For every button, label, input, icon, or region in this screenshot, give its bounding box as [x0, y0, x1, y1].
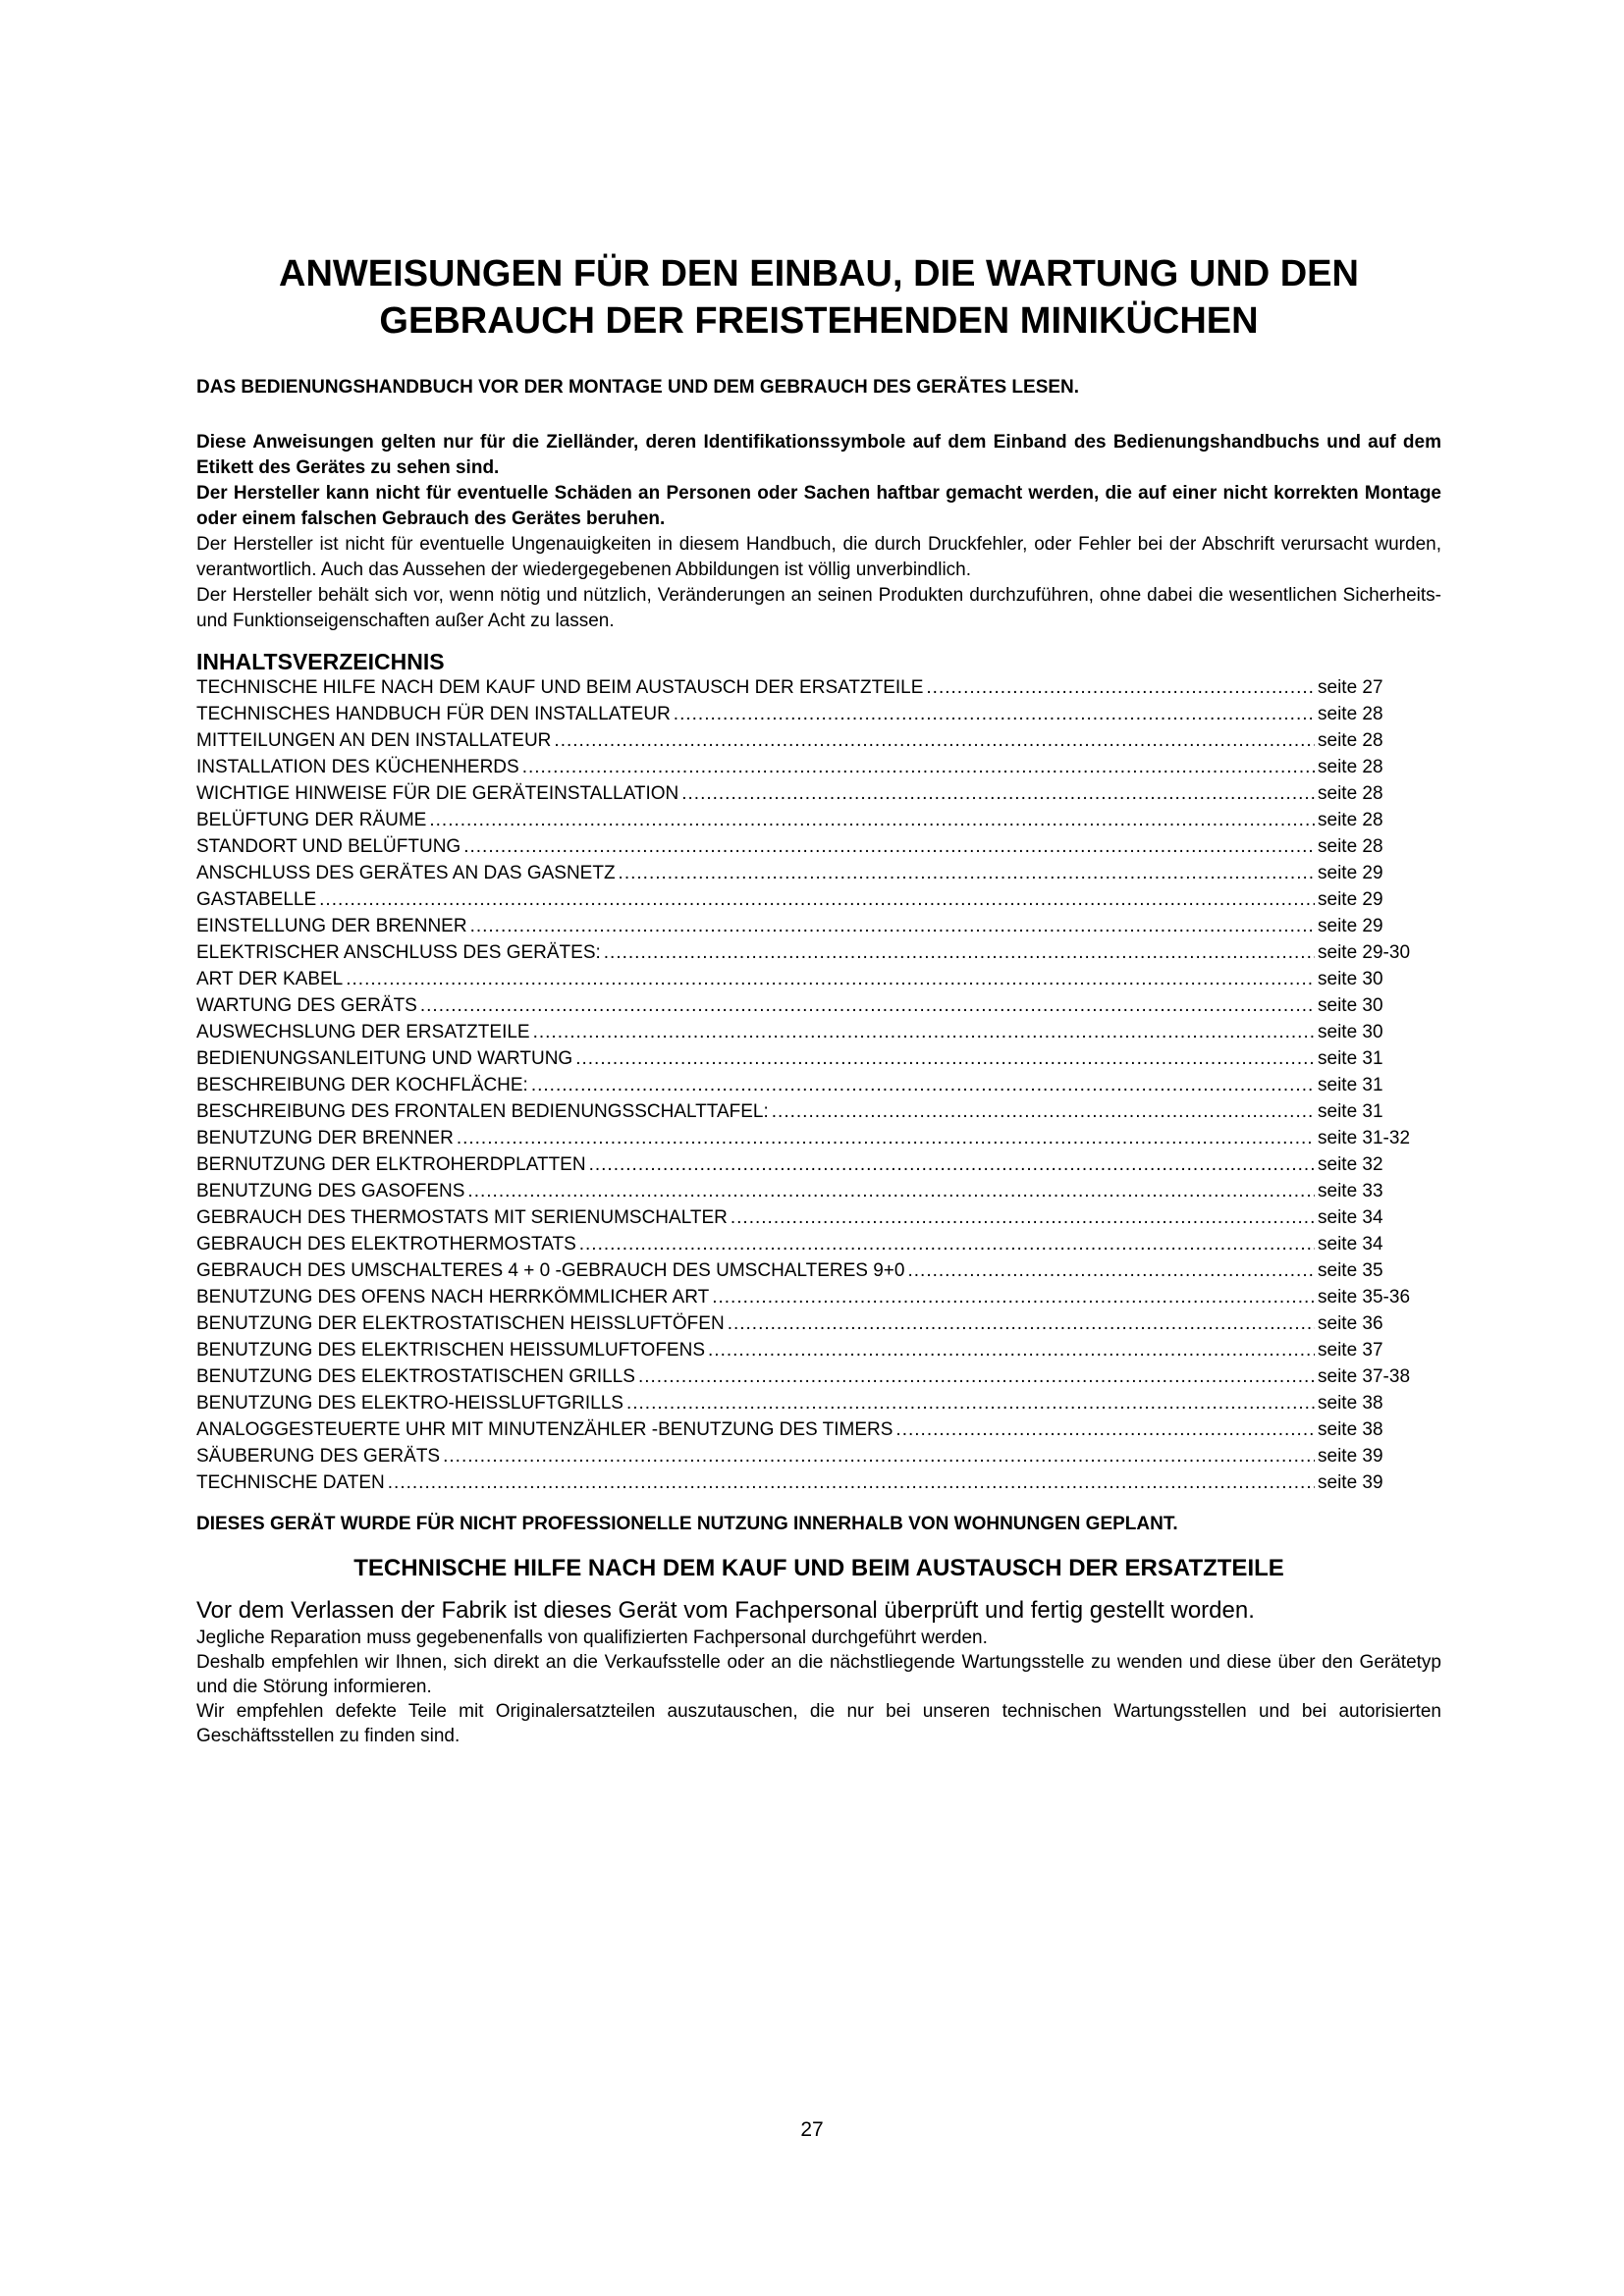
section-paragraph-3: Wir empfehlen defekte Teile mit Originalersatzteilen auszutauschen, die nur bei unseren technischen Wartungsstellen und bei autorisierten Geschäftsstellen zu finden sind. [196, 1701, 1441, 1746]
intro-bold-paragraph-2: Der Hersteller kann nicht für eventuelle Schäden an Personen oder Sachen haftbar gemacht werden, die auf einer nicht korrekten Montage oder einem falschen Gebrauch des Gerätes beruhen. [196, 483, 1441, 529]
toc-entry [196, 1390, 1441, 1416]
document-title-line-2: GEBRAUCH DER FREISTEHENDEN MINIKÜCHEN [379, 300, 1259, 342]
toc-dot-leader [895, 1416, 1315, 1443]
toc-entry-page: seite 32 [1318, 1154, 1383, 1175]
toc-entry-label: BESCHREIBUNG DES FRONTALEN BEDIENUNGSSCHALTTAFEL: [196, 1101, 769, 1122]
toc-dot-leader [589, 1151, 1315, 1178]
toc-dot-leader [681, 780, 1315, 807]
toc-entry [196, 913, 1441, 939]
toc-entry [196, 1363, 1441, 1390]
read-manual-note: DAS BEDIENUNGSHANDBUCH VOR DER MONTAGE UND DEM GEBRAUCH DES GERÄTES LESEN. [196, 377, 1080, 398]
document-title-line-1: ANWEISUNGEN FÜR DEN EINBAU, DIE WARTUNG UND DEN [279, 253, 1359, 294]
toc-entry-page: seite 35-36 [1318, 1287, 1411, 1308]
toc-entry-page: seite 37 [1318, 1340, 1383, 1361]
toc-dot-leader [531, 1072, 1315, 1098]
toc-entry-page: seite 29 [1318, 889, 1383, 910]
toc-entry-label: TECHNISCHE HILFE NACH DEM KAUF UND BEIM AUSTAUSCH DER ERSATZTEILE [196, 677, 924, 698]
toc-dot-leader [346, 966, 1315, 992]
toc-entry-label: TECHNISCHE DATEN [196, 1472, 385, 1493]
toc-entry [196, 1284, 1441, 1310]
toc-entry-page: seite 34 [1318, 1234, 1383, 1255]
toc-entry [196, 1469, 1441, 1496]
toc-entry [196, 701, 1441, 727]
toc-dot-leader [443, 1443, 1315, 1469]
section-paragraph-1: Jegliche Reparation muss gegebenenfalls von qualifizierten Fachpersonal durchgeführt werden. [196, 1628, 988, 1648]
toc-entry [196, 833, 1441, 860]
toc-entry [196, 807, 1441, 833]
toc-entry-label: GEBRAUCH DES UMSCHALTERES 4 + 0 -GEBRAUCH DES UMSCHALTERES 9+0 [196, 1260, 905, 1281]
toc-entry-label: ART DER KABEL [196, 969, 344, 989]
intro-section [196, 430, 1441, 634]
toc-dot-leader [728, 1310, 1315, 1337]
toc-entry [196, 1125, 1441, 1151]
toc-dot-leader [554, 727, 1315, 754]
toc-entry-label: AUSWECHSLUNG DER ERSATZTEILE [196, 1022, 530, 1042]
toc-entry-page: seite 36 [1318, 1313, 1383, 1334]
toc-entry-label: BENUTZUNG DES ELEKTROSTATISCHEN GRILLS [196, 1366, 635, 1387]
toc-entry-label: STANDORT UND BELÜFTUNG [196, 836, 461, 857]
toc-dot-leader [731, 1204, 1315, 1231]
toc-entry [196, 1443, 1441, 1469]
toc-entry-page: seite 28 [1318, 810, 1383, 830]
toc-dot-leader [467, 1178, 1315, 1204]
toc-entry-page: seite 29 [1318, 863, 1383, 883]
toc-entry [196, 1098, 1441, 1125]
toc-entry [196, 1231, 1441, 1257]
page-number: 27 [800, 2118, 824, 2141]
intro-paragraph-1: Der Hersteller ist nicht für eventuelle Ungenauigkeiten in diesem Handbuch, die durch Druckfehler, oder Fehler bei der Abschrift verursacht wurden, verantwortlich. Auch das Aussehen der wiedergegebenen Abbildungen ist völlig unverbindlich. [196, 534, 1441, 580]
toc-entry [196, 1151, 1441, 1178]
toc-entry-page: seite 34 [1318, 1207, 1383, 1228]
toc-entry-page: seite 31 [1318, 1048, 1383, 1069]
toc-entry-label: ANALOGGESTEUERTE UHR MIT MINUTENZÄHLER -BENUTZUNG DES TIMERS [196, 1419, 893, 1440]
toc-entry [196, 1257, 1441, 1284]
toc-entry-label: BENUTZUNG DES OFENS NACH HERRKÖMMLICHER ART [196, 1287, 710, 1308]
toc-dot-leader [470, 913, 1315, 939]
document-title [196, 250, 1441, 345]
toc-dot-leader [575, 1045, 1315, 1072]
toc-entry [196, 754, 1441, 780]
toc-entry-page: seite 28 [1318, 757, 1383, 777]
toc-entry-label: ELEKTRISCHER ANSCHLUSS DES GERÄTES: [196, 942, 601, 963]
toc-entry-page: seite 31 [1318, 1101, 1383, 1122]
section-lead: Vor dem Verlassen der Fabrik ist dieses Gerät vom Fachpersonal überprüft und fertig gestellt worden. [196, 1597, 1255, 1624]
toc-entry [196, 1416, 1441, 1443]
toc-entry-label: BENUTZUNG DER BRENNER [196, 1128, 454, 1148]
toc-dot-leader [619, 860, 1315, 886]
toc-entry-label: EINSTELLUNG DER BRENNER [196, 916, 467, 936]
toc-entry-label: BEDIENUNGSANLEITUNG UND WARTUNG [196, 1048, 573, 1069]
toc-entry-label: GASTABELLE [196, 889, 317, 910]
toc-dot-leader [457, 1125, 1315, 1151]
toc-entry [196, 939, 1441, 966]
toc-entry [196, 860, 1441, 886]
toc-entry-label: BENUTZUNG DES ELEKTRO-HEISSLUFTGRILLS [196, 1393, 623, 1414]
table-of-contents [196, 674, 1441, 1496]
toc-dot-leader [626, 1390, 1315, 1416]
intro-bold-paragraph-1: Diese Anweisungen gelten nur für die Zielländer, deren Identifikationssymbole auf dem Einband des Bedienungshandbuchs und auf dem Etikett des Gerätes zu sehen sind. [196, 432, 1441, 478]
toc-entry-label: BENUTZUNG DER ELEKTROSTATISCHEN HEISSLUFTÖFEN [196, 1313, 725, 1334]
toc-dot-leader [533, 1019, 1315, 1045]
toc-entry-page: seite 39 [1318, 1472, 1383, 1493]
intro-paragraph-2: Der Hersteller behält sich vor, wenn nötig und nützlich, Veränderungen an seinen Produkten durchzuführen, ohne dabei die wesentlichen Sicherheits- und Funktionseigenschaften außer Acht zu lassen. [196, 585, 1441, 631]
toc-entry-page: seite 33 [1318, 1181, 1383, 1201]
toc-entry-page: seite 31-32 [1318, 1128, 1411, 1148]
toc-dot-leader [319, 886, 1315, 913]
toc-entry-label: MITTEILUNGEN AN DEN INSTALLATEUR [196, 730, 552, 751]
section-heading: TECHNISCHE HILFE NACH DEM KAUF UND BEIM AUSTAUSCH DER ERSATZTEILE [353, 1555, 1284, 1581]
toc-entry [196, 674, 1441, 701]
toc-dot-leader [772, 1098, 1315, 1125]
toc-dot-leader [712, 1284, 1315, 1310]
toc-entry-page: seite 28 [1318, 730, 1383, 751]
toc-entry-label: WARTUNG DES GERÄTS [196, 995, 417, 1016]
toc-entry-label: WICHTIGE HINWEISE FÜR DIE GERÄTEINSTALLATION [196, 783, 679, 804]
toc-entry-page: seite 38 [1318, 1419, 1383, 1440]
toc-entry [196, 1310, 1441, 1337]
toc-entry-label: TECHNISCHES HANDBUCH FÜR DEN INSTALLATEUR [196, 704, 671, 724]
toc-entry [196, 1204, 1441, 1231]
usage-notice: DIESES GERÄT WURDE FÜR NICHT PROFESSIONELLE NUTZUNG INNERHALB VON WOHNUNGEN GEPLANT. [196, 1514, 1178, 1534]
toc-entry-page: seite 28 [1318, 836, 1383, 857]
toc-entry-label: GEBRAUCH DES ELEKTROTHERMOSTATS [196, 1234, 576, 1255]
toc-entry [196, 966, 1441, 992]
toc-dot-leader [604, 939, 1315, 966]
toc-dot-leader [388, 1469, 1315, 1496]
toc-entry [196, 1045, 1441, 1072]
toc-entry [196, 1072, 1441, 1098]
toc-entry-page: seite 29 [1318, 916, 1383, 936]
toc-entry [196, 727, 1441, 754]
toc-entry [196, 1178, 1441, 1204]
toc-dot-leader [926, 674, 1315, 701]
toc-entry-label: BERNUTZUNG DER ELKTROHERDPLATTEN [196, 1154, 586, 1175]
toc-entry-label: SÄUBERUNG DES GERÄTS [196, 1446, 441, 1467]
toc-entry [196, 886, 1441, 913]
toc-entry [196, 992, 1441, 1019]
toc-entry-page: seite 28 [1318, 704, 1383, 724]
toc-dot-leader [638, 1363, 1315, 1390]
toc-entry-page: seite 39 [1318, 1446, 1383, 1467]
toc-entry [196, 1019, 1441, 1045]
toc-entry-page: seite 38 [1318, 1393, 1383, 1414]
toc-entry-page: seite 29-30 [1318, 942, 1411, 963]
toc-entry-label: BENUTZUNG DES GASOFENS [196, 1181, 465, 1201]
toc-dot-leader [579, 1231, 1315, 1257]
toc-entry-page: seite 31 [1318, 1075, 1383, 1095]
toc-entry [196, 780, 1441, 807]
toc-entry-label: BELÜFTUNG DER RÄUME [196, 810, 427, 830]
toc-dot-leader [522, 754, 1315, 780]
toc-dot-leader [708, 1337, 1315, 1363]
toc-entry-page: seite 30 [1318, 1022, 1383, 1042]
toc-dot-leader [463, 833, 1315, 860]
toc-title: INHALTSVERZEICHNIS [196, 649, 445, 674]
toc-entry-page: seite 27 [1318, 677, 1383, 698]
toc-entry-label: GEBRAUCH DES THERMOSTATS MIT SERIENUMSCHALTER [196, 1207, 728, 1228]
toc-entry [196, 1337, 1441, 1363]
toc-entry-page: seite 28 [1318, 783, 1383, 804]
toc-entry-page: seite 30 [1318, 969, 1383, 989]
toc-dot-leader [420, 992, 1315, 1019]
toc-dot-leader [674, 701, 1315, 727]
toc-entry-page: seite 37-38 [1318, 1366, 1411, 1387]
toc-entry-label: INSTALLATION DES KÜCHENHERDS [196, 757, 519, 777]
toc-dot-leader [429, 807, 1315, 833]
toc-entry-label: ANSCHLUSS DES GERÄTES AN DAS GASNETZ [196, 863, 616, 883]
page-content [196, 250, 1441, 1748]
section-paragraph-2: Deshalb empfehlen wir Ihnen, sich direkt an die Verkaufsstelle oder an die nächstliegende Wartungsstelle zu wenden und diese über den Gerätetyp und die Störung informieren. [196, 1652, 1441, 1697]
toc-entry-label: BESCHREIBUNG DER KOCHFLÄCHE: [196, 1075, 528, 1095]
toc-entry-page: seite 30 [1318, 995, 1383, 1016]
toc-entry-label: BENUTZUNG DES ELEKTRISCHEN HEISSUMLUFTOFENS [196, 1340, 706, 1361]
toc-entry-page: seite 35 [1318, 1260, 1383, 1281]
toc-dot-leader [907, 1257, 1315, 1284]
